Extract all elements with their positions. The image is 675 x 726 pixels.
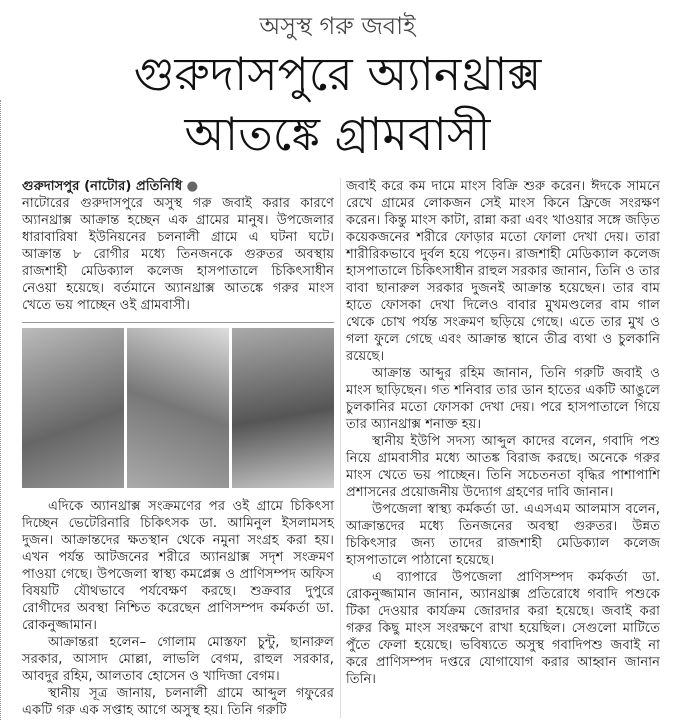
page-edge bbox=[0, 100, 4, 720]
headline bbox=[0, 44, 675, 164]
lead-column bbox=[22, 178, 334, 314]
paragraph: আক্রান্ত আব্দুর রহিম জানান, তিনি গরুটি জবাই ও মাংস ছাড়িছেন। গত শনিবার তার ডান হাতের একটি আঙুলে চুলকানির মতো ফোসকা দেখা দেয়। পরে হাসপাতালে গিয়ে তার অ্যানথ্রাক্স শনাক্ত হয়। bbox=[346, 366, 660, 432]
headline-line: আতঙ্কে গ্রামবাসী bbox=[184, 107, 491, 161]
headline-line: গুরুদাসপুরে অ্যানথ্রাক্স bbox=[133, 47, 542, 101]
paragraph: উপজেলা স্বাস্থ্য কর্মকর্তা ডা. এএসএম আলমাস বলেন, আক্রান্তদের মধ্যে তিনজনের অবস্থা গুরুতর। উন্নত চিকিৎসার জন্য তাদের রাজশাহী মেডিক্যাল কলেজ হাসপাতালে পাঠানো হয়েছে। bbox=[346, 502, 660, 568]
column-divider bbox=[340, 178, 341, 718]
photo-hand-1 bbox=[22, 328, 124, 488]
byline-bullet: ● bbox=[186, 179, 199, 194]
left-column bbox=[22, 498, 334, 719]
photo-hand-3 bbox=[232, 328, 334, 488]
paragraph: আক্রান্তরা হলেন– গোলাম মোস্তফা চুন্টু, ছানারুল সরকার, আসাদ মোল্লা, লাভলি বেগম, রাহুল সরকার, আবদুর রহিম, আলতাব হোসেন ও খাদিজা বেগম। bbox=[22, 635, 334, 684]
right-column bbox=[346, 178, 660, 688]
byline bbox=[22, 178, 334, 195]
lead-paragraph: নাটোরের গুরুদাসপুরে অসুস্থ গরু জবাই করার কারণে অ্যানথ্রাক্স আক্রান্ত হচ্ছেন এক গ্রামের মানুষ। উপজেলার ধারাবারিষা ইউনিয়নের চলনালী গ্রামে এ ঘটনা ঘটে। আক্রান্ত ৮ রোগীর মধ্যে তিনজনকে গুরুতর অবস্থায় রাজশাহী মেডিক্যাল কলেজ হাসপাতালে চিকিৎসাধীন নেওয়া হয়েছে। বর্তমানে অ্যানথ্রাক্স আতঙ্কে গরুর মাংস খেতে ভয় পাচ্ছেন ওই গ্রামবাসী। bbox=[22, 196, 334, 313]
article-photo bbox=[22, 328, 334, 488]
paragraph: এ ব্যাপারে উপজেলা প্রাণিসম্পদ কর্মকর্তা ডা. রোকনুজ্জামান জানান, অ্যানথ্রাক্স প্রতিরোধে গবাদি পশুকে টিকা দেওয়ার কার্যক্রম জোরদার করা হয়েছে। জবাই করা গরুর কিছু মাংস সংরক্ষণে রাখা হয়েছিল। সেগুলো মাটিতে পুঁতে ফেলা হয়েছে। ভবিষ্যতে অসুস্থ গবাদিপশু জবাই না করে প্রাণিসম্পদ দপ্তরে যোগাযোগ করার আহ্বান জানান তিনি। bbox=[346, 570, 660, 687]
paragraph: স্থানীয় সূত্র জানায়, চলনালী গ্রামে আব্দুল গফুরের একটি গরু এক সপ্তাহ আগে অসুস্থ হয়। তিনি গরুটি bbox=[22, 686, 334, 718]
kicker: অসুস্থ গরু জবাই bbox=[259, 12, 416, 40]
paragraph: জবাই করে কম দামে মাংস বিক্রি শুরু করেন। ঈদকে সামনে রেখে গ্রামের লোকজন সেই মাংস কিনে ফ্রিজে সংরক্ষণ করেন। কিন্তু মাংস কাটা, রান্না করা এবং খাওয়ার সঙ্গে জড়িত কয়েকজনের শরীরে ফোড়ার মতো ফোলা দেখা দেয়। তারা শারীরিকভাবে দুর্বল হয়ে পড়েন। রাজশাহী মেডিক্যাল কলেজ হাসপাতালে চিকিৎসাধীন রাহুল সরকার জানান, তিনি ও তার বাবা ছানারুল সরকার দুজনই আক্রান্ত হয়েছেন। তার বাম হাতে ফোসকা দেখা দিলেও বাবার মুখমণ্ডলের বাম গাল থেকে চোখ পর্যন্ত সংক্রমণ ছড়িয়ে গেছে। এতে তার মুখ ও গলা ফুলে গেছে এবং আক্রান্ত স্থানে তীব্র ব্যথা ও চুলকানি রয়েছে। bbox=[346, 179, 660, 364]
paragraph: স্থানীয় ইউপি সদস্য আব্দুল কাদের বলেন, গবাদি পশু নিয়ে গ্রামবাসীর মধ্যে আতঙ্ক বিরাজ করছে। অনেকে গরুর মাংস খেতে ভয় পাচ্ছেন। তিনি সচেতনতা বৃদ্ধির পাশাপাশি প্রশাসনের প্রয়োজনীয় উদ্যোগ গ্রহণের দাবি জানান। bbox=[346, 434, 660, 500]
divider bbox=[22, 322, 334, 323]
photo-hand-2 bbox=[127, 328, 229, 488]
byline-text: গুরুদাসপুর (নাটোর) প্রতিনিধি bbox=[22, 179, 183, 194]
paragraph: এদিকে অ্যানথ্রাক্স সংক্রমণের পর ওই গ্রামে চিকিৎসা দিচ্ছেন ভেটেরিনারি চিকিৎসক ডা. আমিনুল ইসলামসহ দুজন। আক্রান্তদের ক্ষতস্থান থেকে নমুনা সংগ্রহ করা হয়। এখন পর্যন্ত আটজনের শরীরে অ্যানথ্রাক্স সদৃশ সংক্রমণ পাওয়া গেছে। উপজেলা স্বাস্থ্য কমপ্লেক্স ও প্রাণিসম্পদ অফিস বিষয়টি যৌথভাবে পর্যবেক্ষণ করছে। শুক্রবার দুপুরে রোগীদের অবস্থা নিশ্চিত করেছেন প্রাণিসম্পদ কর্মকর্তা ডা. রোকনুজ্জামান। bbox=[22, 499, 334, 633]
